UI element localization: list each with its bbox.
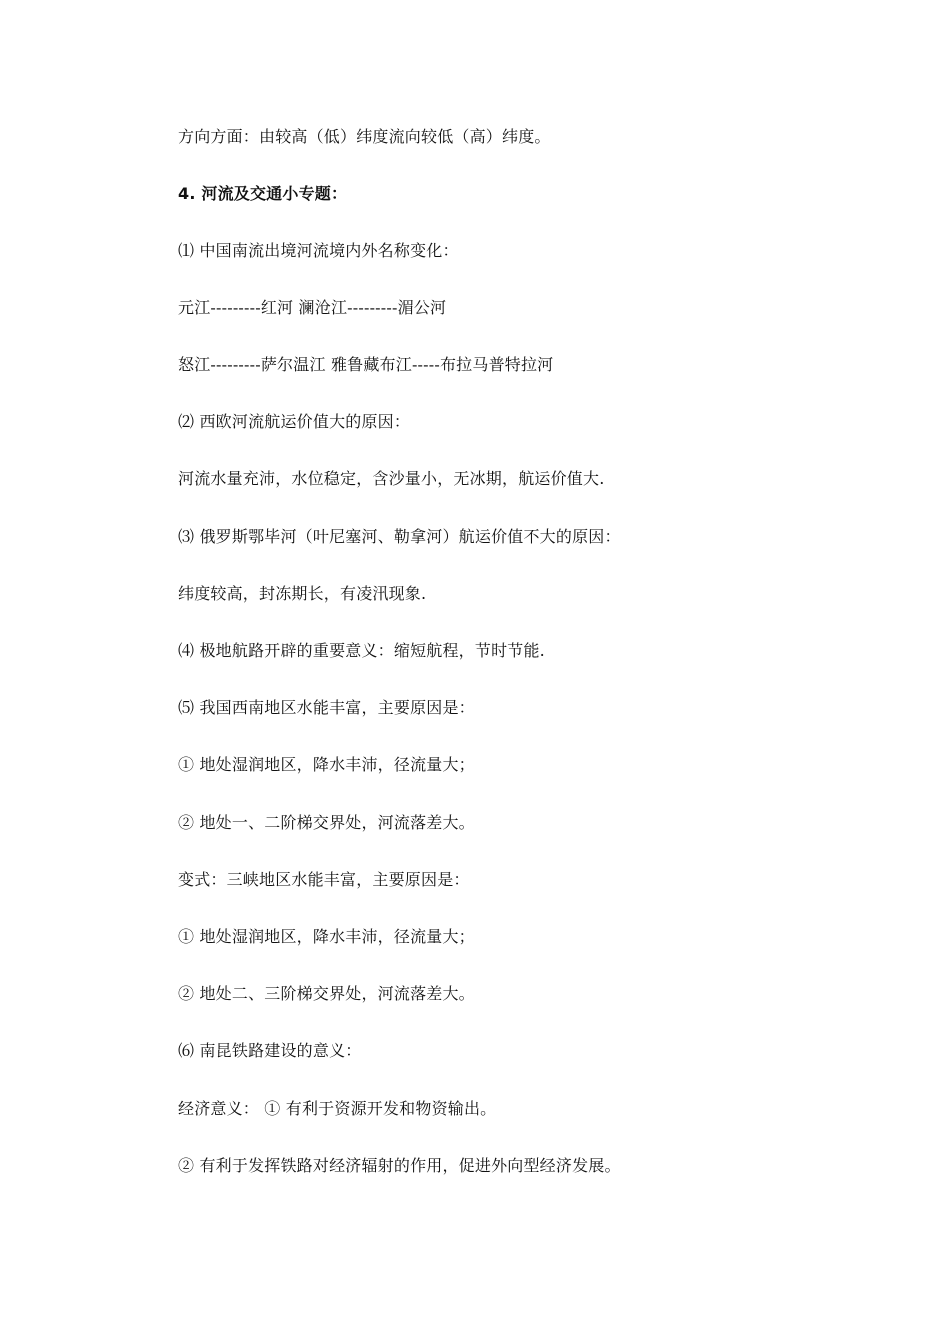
item-3-title: ⑶ 俄罗斯鄂毕河（叶尼塞河、勒拿河）航运价值不大的原因： <box>178 527 621 546</box>
item-2-answer: 河流水量充沛，水位稳定，含沙量小，无冰期，航运价值大. <box>178 469 605 488</box>
variant-reason-2: ② 地处二、三阶梯交界处，河流落差大。 <box>178 984 475 1003</box>
text-line-direction: 方向方面：由较高（低）纬度流向较低（高）纬度。 <box>178 127 551 146</box>
item-3-answer: 纬度较高，封冻期长，有凌汛现象. <box>178 584 427 603</box>
item-1-line-1: 元江---------红河 澜沧江---------湄公河 <box>178 298 447 317</box>
item-1-title: ⑴ 中国南流出境河流境内外名称变化： <box>178 241 459 260</box>
item-1-line-2: 怒江---------萨尔温江 雅鲁藏布江-----布拉马普特拉河 <box>178 355 554 374</box>
variant-reason-1: ① 地处湿润地区，降水丰沛，径流量大； <box>178 927 475 946</box>
item-2-title: ⑵ 西欧河流航运价值大的原因： <box>178 412 411 431</box>
item-6-economic-1: 经济意义： ① 有利于资源开发和物资输出。 <box>178 1099 497 1118</box>
section-heading-rivers-transport: 4. 河流及交通小专题： <box>178 184 348 203</box>
item-6-title: ⑹ 南昆铁路建设的意义： <box>178 1041 362 1060</box>
item-5-reason-2: ② 地处一、二阶梯交界处，河流落差大。 <box>178 813 475 832</box>
item-5-title: ⑸ 我国西南地区水能丰富，主要原因是： <box>178 698 475 717</box>
variant-title: 变式：三峡地区水能丰富，主要原因是： <box>178 870 470 889</box>
item-4-title: ⑷ 极地航路开辟的重要意义：缩短航程，节时节能. <box>178 641 545 660</box>
item-5-reason-1: ① 地处湿润地区，降水丰沛，径流量大； <box>178 755 475 774</box>
item-6-economic-2: ② 有利于发挥铁路对经济辐射的作用，促进外向型经济发展。 <box>178 1156 621 1175</box>
